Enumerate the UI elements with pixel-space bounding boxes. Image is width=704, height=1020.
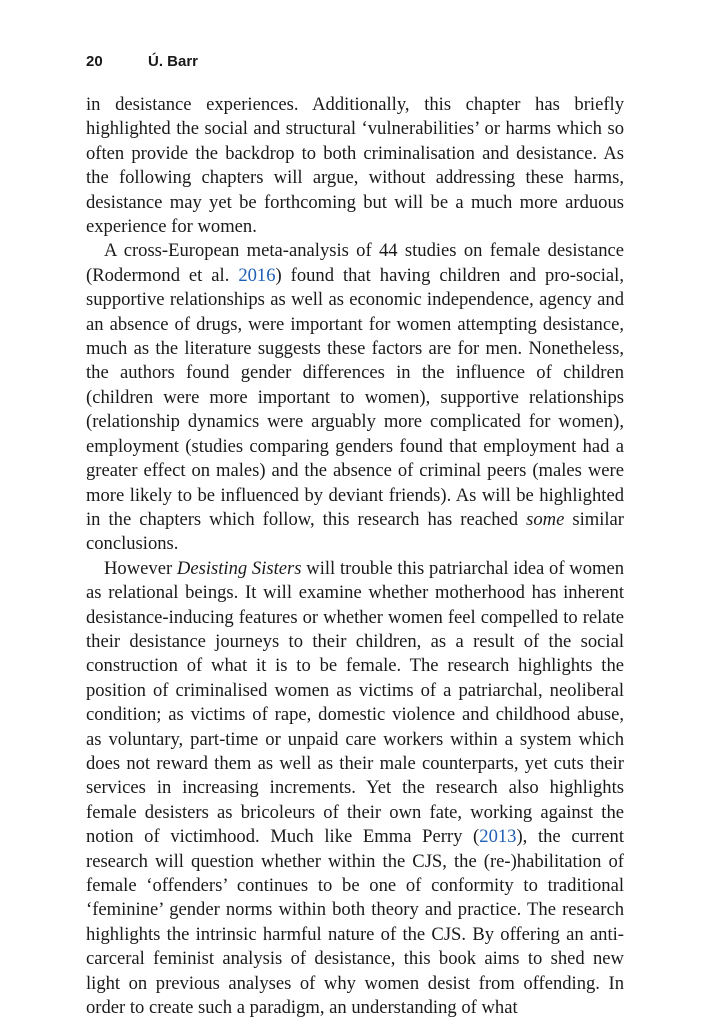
paragraph-3-text-b: will trouble this patriarchal idea of women as relational beings. It will examine whether motherhood has inherent desistance-inducing features or whether women feel compelled to relate their desistance journeys to their children, as a result of the social construction of what it is to be female. The research highlights the position of criminalised women as victims of a patriarchal, neoliberal condition; as victims of rape, domestic violence and childhood abuse, as voluntary, part-time or unpaid care workers within a system which does not reward them as well as their male counterparts, yet cuts their services in increasing increments. Yet the research also highlights female desisters as bricoleurs of their own fate, working against the notion of victimhood. Much like Emma Perry ( — [86, 557, 625, 848]
running-head — [86, 53, 198, 70]
paragraph-3-text-c: ), the current research will question whether within the CJS, the (re-)habilitation of female ‘offenders’ continues to be one of conformity to traditional ‘feminine’ gender norms within both theory and practice. The research highlights the intrinsic harmful nature of the CJS. By offering an anti-carceral feminist analysis of desistance, this book aims to shed new light on previous analyses of why women desist from offending. In order to create such a paradigm, an understanding of what — [86, 826, 624, 1019]
body-text — [86, 93, 624, 1020]
paragraph-2 — [86, 239, 624, 556]
paragraph-2-text-b: ) found that having children and pro-social, supportive relationships as well as economic independence, agency and an absence of drugs, were important for women attempting desistance, much as the literature suggests these factors are for men. Nonetheless, the authors found gender differences in the influence of children (children were more important to women), supportive relationships (relationship dynamics were arguably more complicated for women), employment (studies comparing genders found that employment had a greater effect on males) and the absence of criminal peers (males were more likely to be influenced by deviant friends). As will be highlighted in the chapters which follow, this research has reached — [86, 264, 624, 530]
paragraph-3 — [86, 557, 624, 1020]
citation-link-perry-2013[interactable]: 2013 — [479, 826, 517, 848]
paragraph-2-text-c: similar conclusions. — [86, 508, 624, 555]
paragraph-3-text-a: However — [104, 557, 177, 579]
book-title-emphasis: Desisting Sisters — [176, 557, 302, 579]
page-number: 20 — [86, 53, 103, 70]
paragraph-2-emphasis: some — [526, 508, 565, 530]
running-head-author: Ú. Barr — [148, 53, 199, 70]
citation-link-rodermond-2016[interactable]: 2016 — [238, 264, 276, 286]
paragraph-1: in desistance experiences. Additionally, this chapter has briefly highlighted the social and structural ‘vulnerabilities’ or harms which so often provide the backdrop to both criminalisation and desistance. As the following chapters will argue, without addressing these harms, desistance may yet be forthcoming but will be a much more arduous experience for women. — [86, 94, 624, 238]
paragraph-2-text-a: A cross-European meta-analysis of 44 studies on female desistance (Rodermond et al. — [86, 240, 624, 286]
